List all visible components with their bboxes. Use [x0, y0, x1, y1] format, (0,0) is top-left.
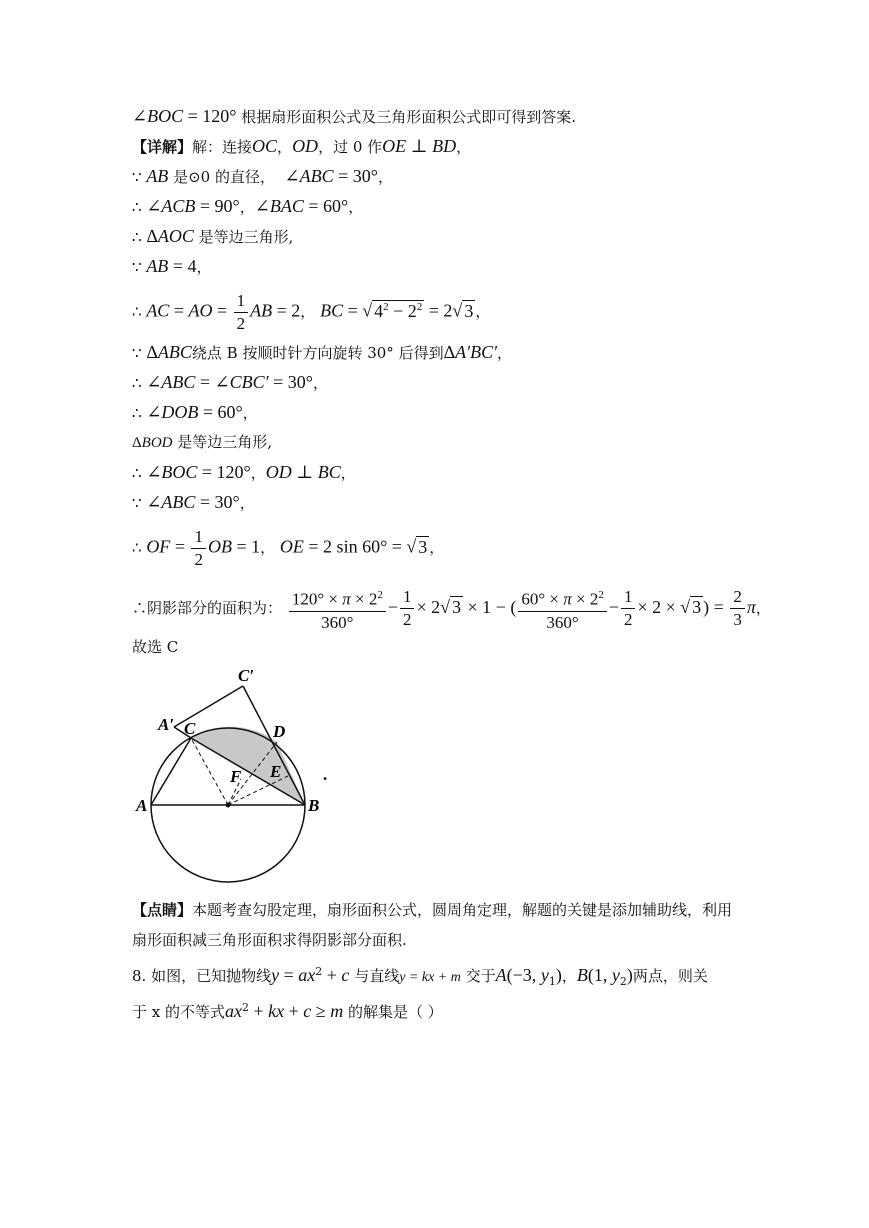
- label-a-prime: A′: [158, 715, 175, 734]
- text-line-9: ∴ ∠ABC = ∠CBC′ = 30°，: [132, 372, 328, 392]
- text-line-17: 【点睛】本题考查勾股定理，扇形面积公式，圆周角定理，解题的关键是添加辅助线，利用: [132, 901, 733, 919]
- segment-ac: [151, 738, 191, 805]
- text-line-20: 于 x 的不等式$ax^2$ + kx + c ≥ m 的解集是（ ）: [132, 1001, 443, 1021]
- text-line-5: ∴ ΔAOC 是等边三角形,: [132, 226, 294, 246]
- geometry-figure: [130, 665, 340, 895]
- text-line-1: ∠BOC = 120° 根据扇形面积公式及三角形面积公式即可得到答案.: [132, 106, 577, 126]
- text-line-12: ∴ ∠BOC = 120°，OD ⊥ BC，: [132, 462, 356, 482]
- text-line-4: ∴ ∠ACB = 90°，∠BAC = 60°，: [132, 196, 364, 216]
- shaded-region: [191, 727, 305, 805]
- text-line-16: 故选 C: [132, 638, 179, 656]
- text-line-18: 扇形面积减三角形面积求得阴影部分面积.: [132, 931, 407, 949]
- label-c: C: [184, 719, 196, 738]
- text-line-15: ∴阴影部分的面积为： $\frac{120^\circ \times \pi \times 2^2}{360^\circ}$ − $\frac{1}{2}$ × 2√ 3 × 1 − ( $\frac{60^\circ \times \pi \times 2^2}{360^\circ}$ − $\frac{1}{2}$ × 2 × √ 3 ) = $\frac{2}{3}$ π，: [132, 584, 771, 634]
- text-line-10: ∴ ∠DOB = 60°，: [132, 402, 258, 422]
- label-b: B: [308, 796, 320, 815]
- label-e: E: [270, 762, 282, 781]
- text-line-13: ∵ ∠ABC = 30°，: [132, 492, 255, 512]
- text-line-14: ∴ OF = $\frac{1}{2}$ OB = 1， OE = 2 sin 60° = √ 3 ，: [132, 527, 445, 569]
- label-trailing-dot: .: [323, 765, 328, 784]
- text-line-6: ∵ AB = 4，: [132, 256, 212, 276]
- text-line-19: 8. 如图，已知抛物线$y = ax^2 + c$ 与直线y = kx + m 交于A(−3, $y_1$)，B(1, $y_2$)两点，则关: [132, 965, 708, 988]
- center-dot: [226, 803, 231, 808]
- label-a: A: [136, 796, 148, 815]
- text-line-2: 【详解】解：连接OC，OD，过 0 作OE ⊥ BD，: [132, 136, 472, 156]
- label-c-prime: C′: [238, 666, 255, 685]
- text-line-3: ∵ AB 是⊙0 的直径， ∠ABC = 30°，: [132, 166, 393, 186]
- text-line-8: ∵ ΔABC绕点 B 按顺时针方向旋转 30° 后得到ΔA′BC′，: [132, 342, 513, 362]
- text-line-11: ΔBOD 是等边三角形,: [132, 433, 273, 451]
- label-d: D: [273, 722, 286, 741]
- label-f: F: [230, 767, 242, 786]
- text-line-7: ∴ AC = AO = $\frac{1}{2}$ AB = 2， BC = √ $4^2 - 2^2 = 2√$ 3 ，: [132, 291, 491, 333]
